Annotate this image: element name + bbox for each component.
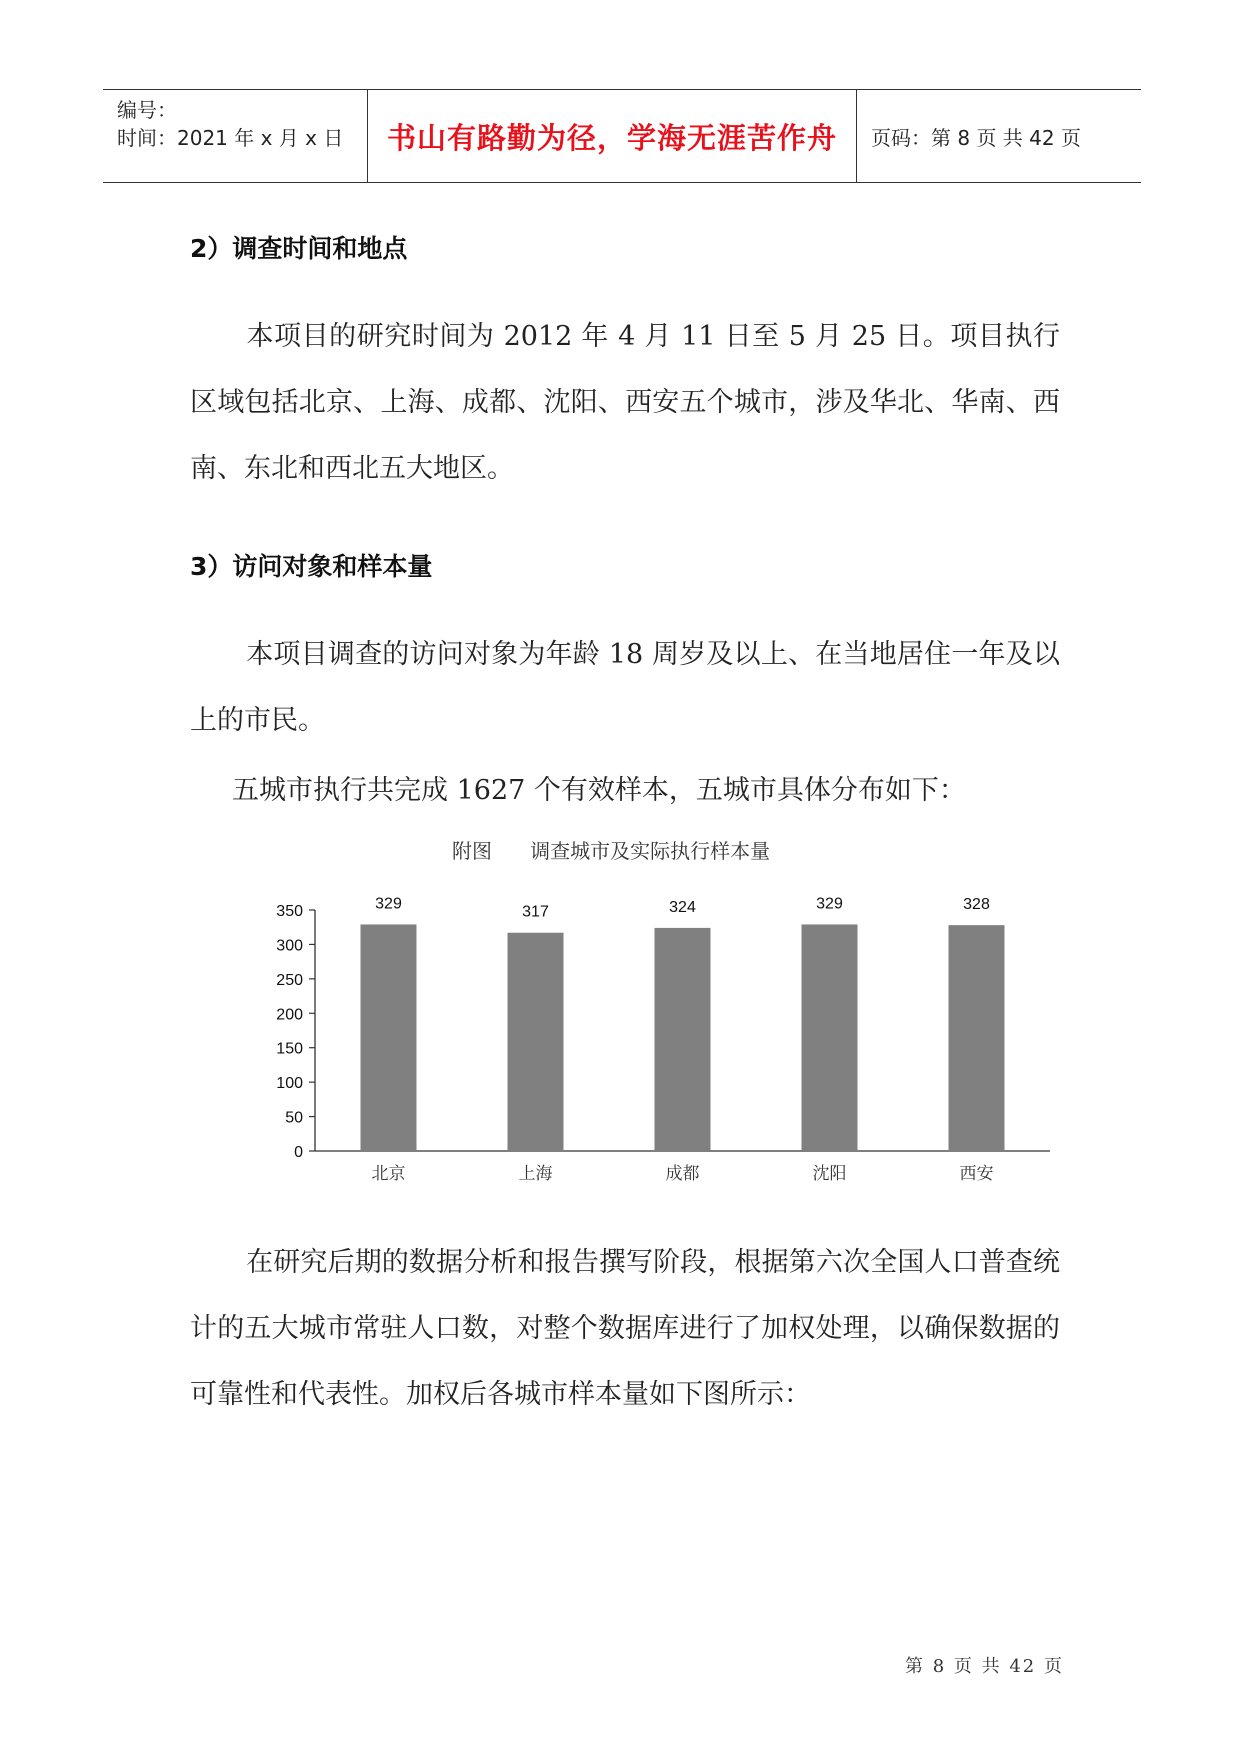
bar <box>361 924 417 1151</box>
bar-value-label: 329 <box>375 895 402 913</box>
y-tick-label: 0 <box>294 1144 303 1161</box>
bar <box>949 925 1005 1151</box>
paragraph-sample-target: 本项目调查的访问对象为年龄 18 周岁及以上、在当地居住一年及以上的市民。 <box>190 639 1060 736</box>
header-left-cell <box>103 90 368 182</box>
bar <box>655 928 711 1151</box>
paragraph-weighting: 在研究后期的数据分析和报告撰写阶段，根据第六次全国人口普查统计的五大城市常驻人口数，对整个数据库进行了加权处理，以确保数据的可靠性和代表性。加权后各城市样本量如下图所示： <box>190 1247 1060 1410</box>
x-category-label: 沈阳 <box>812 1164 847 1184</box>
section-heading-sample: 3）访问对象和样本量 <box>190 552 433 581</box>
y-tick-label: 50 <box>285 1109 303 1127</box>
bar <box>508 933 564 1151</box>
header-page-number: 页码：第 8 页 共 42 页 <box>871 125 1081 150</box>
paragraph-sample-total: 五城市执行共完成 1627 个有效样本，五城市具体分布如下： <box>232 775 966 806</box>
y-tick-label: 250 <box>276 971 303 989</box>
document-date-label: 时间：2021 年 x 月 x 日 <box>117 126 344 150</box>
x-category-label: 西安 <box>959 1164 994 1184</box>
bar-value-label: 328 <box>963 896 990 914</box>
bar-value-label: 317 <box>522 903 549 921</box>
document-number-label: 编号： <box>117 98 177 122</box>
y-tick-label: 100 <box>276 1075 303 1093</box>
y-tick-label: 150 <box>276 1040 303 1058</box>
y-tick-label: 200 <box>276 1006 303 1024</box>
header-motto-cell <box>368 90 857 182</box>
y-tick-label: 350 <box>276 903 303 920</box>
x-category-label: 北京 <box>371 1164 406 1184</box>
bar-value-label: 324 <box>669 898 696 916</box>
bar-chart <box>250 880 1070 1210</box>
chart-caption: 附图 调查城市及实际执行样本量 <box>452 839 771 863</box>
section-heading-time-location: 2）调查时间和地点 <box>190 234 408 263</box>
x-category-label: 上海 <box>518 1164 553 1184</box>
bar <box>802 924 858 1151</box>
header-motto: 书山有路勤为径，学海无涯苦作舟 <box>386 120 837 155</box>
page-header <box>103 89 1141 183</box>
paragraph-time-location: 本项目的研究时间为 2012 年 4 月 11 日至 5 月 25 日。项目执行区域包括北京、上海、成都、沈阳、西安五个城市，涉及华北、华南、西南、东北和西北五大地区。 <box>190 321 1060 484</box>
bar-value-label: 329 <box>816 895 843 913</box>
header-page-cell <box>857 90 1141 182</box>
y-tick-label: 300 <box>276 937 303 955</box>
page-footer: 第 8 页 共 42 页 <box>905 1656 1064 1677</box>
x-category-label: 成都 <box>665 1164 700 1184</box>
